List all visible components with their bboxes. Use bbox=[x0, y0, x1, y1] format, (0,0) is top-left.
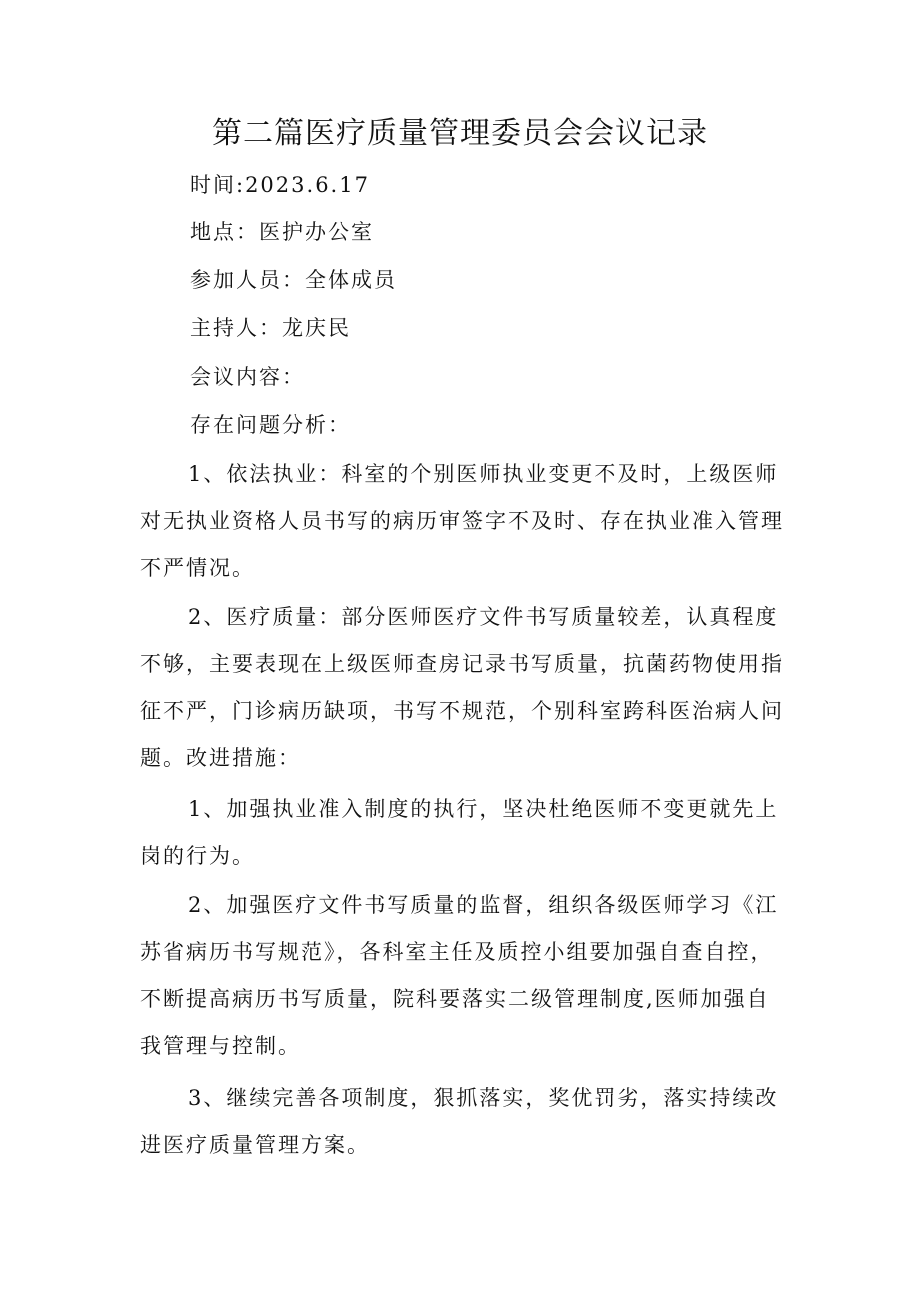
document-title: 第二篇医疗质量管理委员会会议记录 bbox=[212, 116, 708, 151]
meeting-host: 主持人：龙庆民 bbox=[190, 316, 351, 340]
paragraph-compliance: 1、依法执业：科室的个别医师执业变更不及时，上级医师对无执业资格人员书写的病历审签字不及时、存在执业准入管理不严情况。 bbox=[140, 462, 784, 580]
meeting-participants: 参加人员：全体成员 bbox=[190, 268, 397, 292]
problems-heading: 存在问题分析： bbox=[190, 413, 351, 437]
paragraph-medical-quality: 2、医疗质量：部分医师医疗文件书写质量较差，认真程度不够，主要表现在上级医师查房记录书写质量，抗菌药物使用指征不严，门诊病历缺项，书写不规范，个别科室跨科医治病人问题。改进措施： bbox=[140, 605, 784, 770]
paragraph-measure-access: 1、加强执业准入制度的执行，坚决杜绝医师不变更就先上岗的行为。 bbox=[140, 797, 779, 868]
paragraph-measure-systems: 3、继续完善各项制度，狠抓落实，奖优罚劣，落实持续改进医疗质量管理方案。 bbox=[140, 1086, 779, 1157]
meeting-location: 地点：医护办公室 bbox=[190, 220, 374, 244]
paragraph-measure-documents: 2、加强医疗文件书写质量的监督，组织各级医师学习《江苏省病历书写规范》，各科室主任及质控小组要加强自查自控，不断提高病历书写质量，院科要落实二级管理制度,医师加强自我管理与控制。 bbox=[140, 893, 779, 1058]
meeting-content-heading: 会议内容： bbox=[190, 365, 305, 389]
meeting-time: 时间:2023.6.17 bbox=[190, 173, 370, 197]
